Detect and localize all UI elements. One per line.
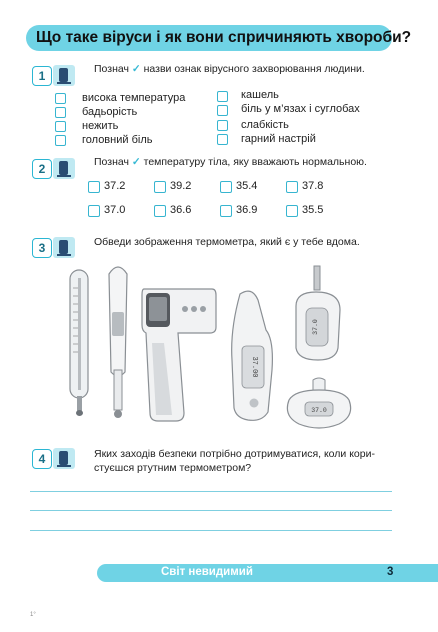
check-icon: ✓ (131, 156, 141, 168)
pencil-task-icon (53, 158, 75, 179)
task1-checkbox-headache[interactable] (55, 135, 66, 146)
task1-option: гарний настрій (241, 133, 316, 145)
task1-instruction: Познач ✓ назви ознак вірусного захворювання людини. (94, 63, 365, 75)
task1-option: бадьорість (82, 106, 138, 118)
task1-checkbox-runny-nose[interactable] (55, 121, 66, 132)
clip-thermometer-reading: 37.0 (312, 319, 319, 335)
pacifier-clip-thermometer-image[interactable] (288, 262, 348, 362)
footer-title: Світ невидимий (161, 566, 253, 578)
task4-instruction-line2: стуєшся ртутним термометром? (94, 462, 252, 474)
task3-instruction: Обведи зображення термометра, який є у тебе вдома. (94, 236, 360, 248)
task-number-2: 2 (32, 159, 52, 179)
task1-checkbox-weakness[interactable] (217, 120, 228, 131)
task1-option: висока температура (82, 92, 186, 104)
task2-instruction: Познач ✓ температуру тіла, яку вважають нормальною. (94, 156, 367, 168)
task2-temp: 39.2 (170, 180, 192, 192)
task2-checkbox[interactable] (286, 205, 298, 217)
task-number-1: 1 (32, 66, 52, 86)
task2-checkbox[interactable] (154, 181, 166, 193)
pacifier-thermometer-image[interactable] (283, 376, 355, 436)
task2-checkbox[interactable] (286, 181, 298, 193)
ear-thermometer-reading: 37.00 (250, 356, 258, 378)
task1-option: головний біль (82, 134, 153, 146)
task1-checkbox-cough[interactable] (217, 91, 228, 102)
task1-option: кашель (241, 89, 279, 101)
task2-temp: 37.0 (104, 204, 126, 216)
task-number-3: 3 (32, 238, 52, 258)
task1-checkbox-good-mood[interactable] (217, 134, 228, 145)
task2-temp: 37.2 (104, 180, 126, 192)
task1-option: слабкість (241, 119, 289, 131)
task1-checkbox-muscle-pain[interactable] (217, 105, 228, 116)
page-number: 3 (387, 566, 394, 578)
task2-checkbox[interactable] (88, 181, 100, 193)
task1-option: нежить (82, 120, 119, 132)
check-icon: ✓ (131, 63, 141, 75)
answer-line[interactable] (30, 530, 392, 531)
task2-temp: 35.5 (302, 204, 324, 216)
task2-checkbox[interactable] (88, 205, 100, 217)
answer-line[interactable] (30, 510, 392, 511)
ear-thermometer-image[interactable] (228, 290, 276, 424)
task2-temp: 35.4 (236, 180, 258, 192)
infrared-gun-thermometer-image[interactable] (138, 283, 218, 425)
page-title-bar (26, 25, 412, 51)
corner-mark: 1° (30, 612, 36, 618)
page-title: Що таке віруси і як вони спричиняють хвороби? (36, 29, 412, 46)
mercury-thermometer-image[interactable] (64, 268, 94, 418)
task2-checkbox[interactable] (220, 205, 232, 217)
task2-checkbox[interactable] (154, 205, 166, 217)
task1-option: біль у м’язах і суглобах (241, 103, 360, 115)
pencil-task-icon (53, 448, 75, 469)
task-number-4: 4 (32, 449, 52, 469)
task2-temp: 36.9 (236, 204, 258, 216)
task1-checkbox-high-temp[interactable] (55, 93, 66, 104)
task4-instruction-line1: Яких заходів безпеки потрібно дотримуватися, коли кори- (94, 448, 375, 460)
pacifier-thermometer-reading: 37.0 (311, 407, 327, 414)
task2-checkbox[interactable] (220, 181, 232, 193)
task2-temp: 37.8 (302, 180, 324, 192)
pencil-task-icon (53, 237, 75, 258)
task1-checkbox-vigor[interactable] (55, 107, 66, 118)
answer-line[interactable] (30, 491, 392, 492)
digital-stick-thermometer-image[interactable] (101, 262, 135, 424)
task2-temp: 36.6 (170, 204, 192, 216)
pencil-task-icon (53, 65, 75, 86)
